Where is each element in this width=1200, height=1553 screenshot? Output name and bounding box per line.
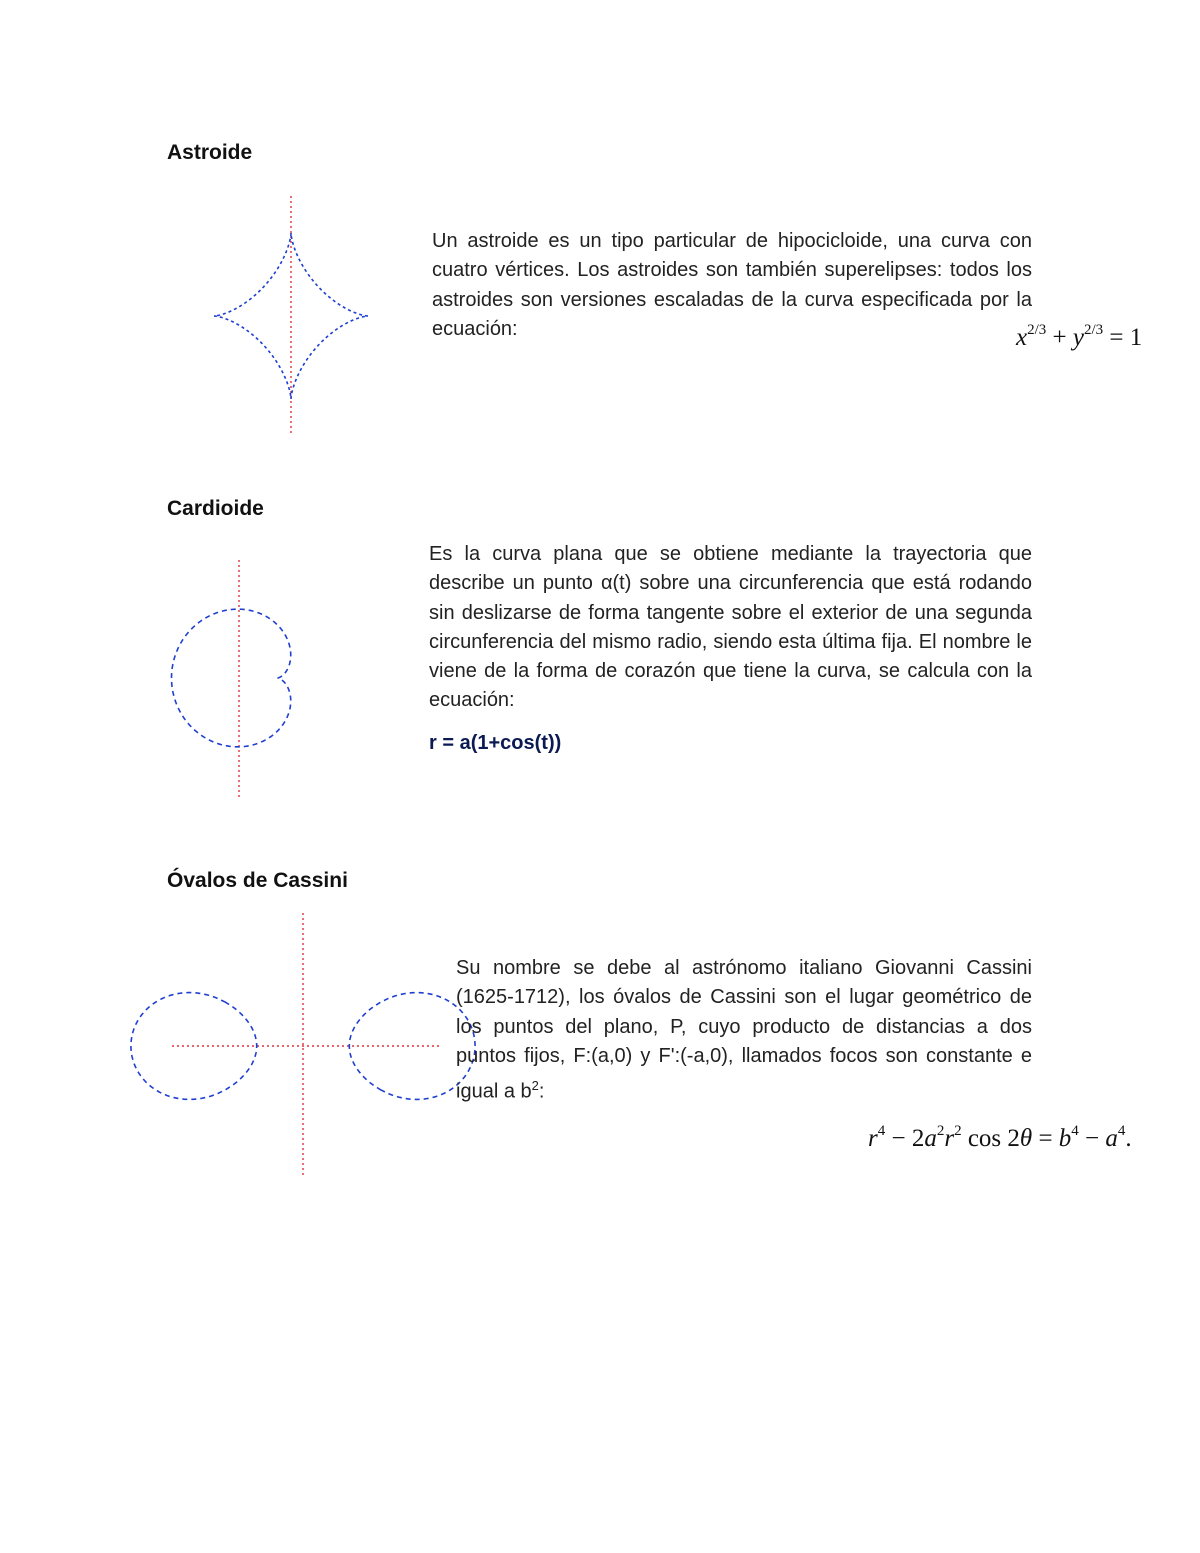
formula-exponent: 2/3 xyxy=(1084,322,1104,338)
astroide-description: Un astroide es un tipo particular de hipocicloide, una curva con cuatro vértices. Los astroides son también superelipses: todos los astroides son versiones escaladas de la curva especificada por la ecuación: xyxy=(432,230,1032,340)
formula-number: 1 xyxy=(1129,324,1143,351)
formula-exponent: 2/3 xyxy=(1027,322,1047,338)
cassini-description-main: Su nombre se debe al astrónomo italiano Giovanni Cassini (1625-1712), los óvalos de Cassini son el lugar geométrico de los puntos del plano, P, cuyo producto de distancias a dos puntos fijos, F:(a,0) y F':(-a,0), llamados focos son constante e igual a b xyxy=(456,957,1032,1103)
cardioide-curve xyxy=(172,609,291,747)
astroide-formula xyxy=(1016,324,1142,352)
formula-exponent: 2 xyxy=(936,1123,945,1139)
formula-var: a xyxy=(924,1125,937,1152)
cassini-heading: Óvalos de Cassini xyxy=(167,869,348,892)
formula-var: a xyxy=(1105,1125,1118,1152)
formula-var: y xyxy=(1072,324,1084,351)
astroide-heading: Astroide xyxy=(167,141,253,164)
formula-number: 2 xyxy=(911,1125,925,1152)
formula-var: r xyxy=(868,1125,878,1152)
formula-operator: = xyxy=(1038,1125,1053,1152)
formula-number: 2 xyxy=(1007,1125,1020,1152)
formula-exponent: 4 xyxy=(1071,1123,1079,1139)
formula-exponent: 4 xyxy=(1117,1123,1126,1139)
formula-operator: + xyxy=(1052,324,1067,351)
cassini-description-superscript: 2 xyxy=(531,1078,539,1094)
cassini-formula xyxy=(868,1125,1132,1153)
formula-var: b xyxy=(1058,1125,1072,1152)
cassini-figure xyxy=(160,905,450,1180)
formula-operator: − xyxy=(891,1125,906,1152)
formula-exponent: 2 xyxy=(954,1123,962,1139)
cardioide-figure xyxy=(200,550,400,805)
astroide-figure xyxy=(195,190,390,440)
formula-punctuation: . xyxy=(1125,1125,1132,1152)
formula-var: θ xyxy=(1019,1125,1033,1152)
formula-exponent: 4 xyxy=(877,1123,886,1139)
cardioide-equation: r = a(1+cos(t)) xyxy=(429,732,562,754)
cardioide-description: Es la curva plana que se obtiene mediante la trayectoria que describe un punto α(t) sobre una circunferencia que está rodando sin deslizarse de forma tangente sobre el exterior de una segunda circunferencia del mismo radio, siendo esta última fija. El nombre le viene de la forma de corazón que tiene la curva, se calcula con la ecuación: xyxy=(429,543,1032,712)
formula-operator: = xyxy=(1109,324,1124,351)
cassini-description xyxy=(456,954,1032,1107)
formula-function: cos xyxy=(967,1125,1002,1152)
formula-var: r xyxy=(944,1125,955,1152)
cardioide-heading: Cardioide xyxy=(167,497,264,520)
formula-operator: − xyxy=(1085,1125,1100,1152)
cassini-description-end: : xyxy=(538,1080,545,1103)
formula-var: x xyxy=(1016,324,1028,351)
